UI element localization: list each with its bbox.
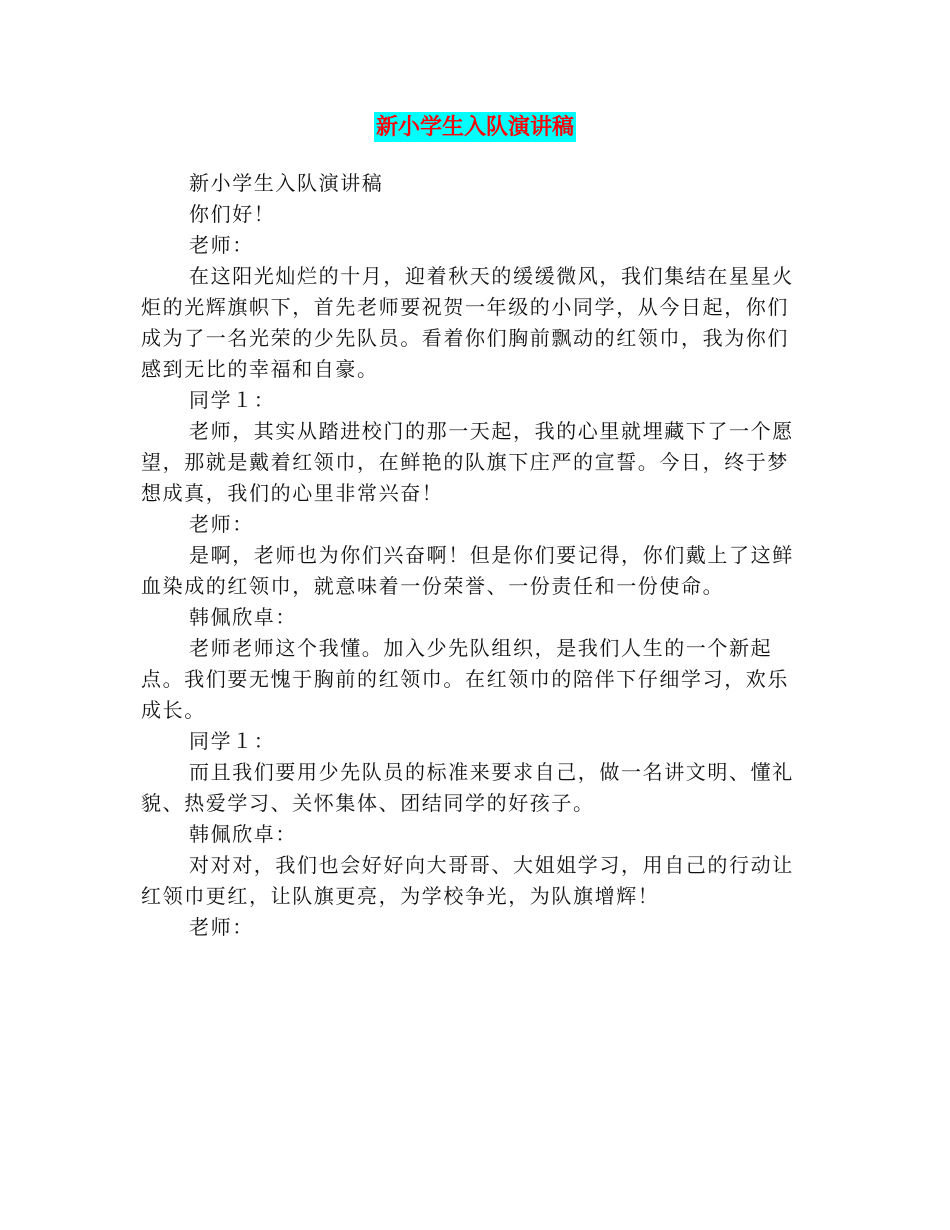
speaker-teacher: 老师： <box>189 233 254 257</box>
speaker-han: 韩佩欣卓： <box>189 605 297 629</box>
speech-paragraph: 是啊，老师也为你们兴奋啊！但是你们要记得，你们戴上了这鲜血染成的红领巾，就意味着一份荣誉、一份责任和一份使命。 <box>141 543 794 598</box>
speaker-teacher: 老师： <box>189 512 254 536</box>
speech-paragraph: 而且我们要用少先队员的标准来要求自己，做一名讲文明、懂礼貌、热爱学习、关怀集体、团结同学的好孩子。 <box>141 760 794 815</box>
speaker-student-1: 同学１： <box>189 388 276 412</box>
paragraph-heading: 新小学生入队演讲稿 <box>189 171 384 195</box>
speaker-teacher: 老师： <box>189 915 254 939</box>
speech-paragraph: 在这阳光灿烂的十月，迎着秋天的缓缓微风，我们集结在星星火炬的光辉旗帜下，首先老师要祝贺一年级的小同学，从今日起，你们成为了一名光荣的少先队员。看着你们胸前飘动的红领巾，我为你们感到无比的幸福和自豪。 <box>141 264 794 381</box>
speaker-student-1: 同学１： <box>189 729 276 753</box>
title-container <box>0 112 950 142</box>
document-title: 新小学生入队演讲稿 <box>375 114 574 140</box>
document-body <box>141 168 809 943</box>
paragraph-greeting: 你们好！ <box>189 202 276 226</box>
speaker-han: 韩佩欣卓： <box>189 822 297 846</box>
speech-paragraph: 老师老师这个我懂。加入少先队组织，是我们人生的一个新起点。我们要无愧于胸前的红领巾。在红领巾的陪伴下仔细学习，欢乐成长。 <box>141 636 789 722</box>
speech-paragraph: 老师，其实从踏进校门的那一天起，我的心里就埋藏下了一个愿望，那就是戴着红领巾，在鲜艳的队旗下庄严的宣誓。今日，终于梦想成真，我们的心里非常兴奋！ <box>141 419 794 505</box>
speech-paragraph: 对对对，我们也会好好向大哥哥、大姐姐学习，用自己的行动让红领巾更红，让队旗更亮，为学校争光，为队旗增辉！ <box>141 853 794 908</box>
